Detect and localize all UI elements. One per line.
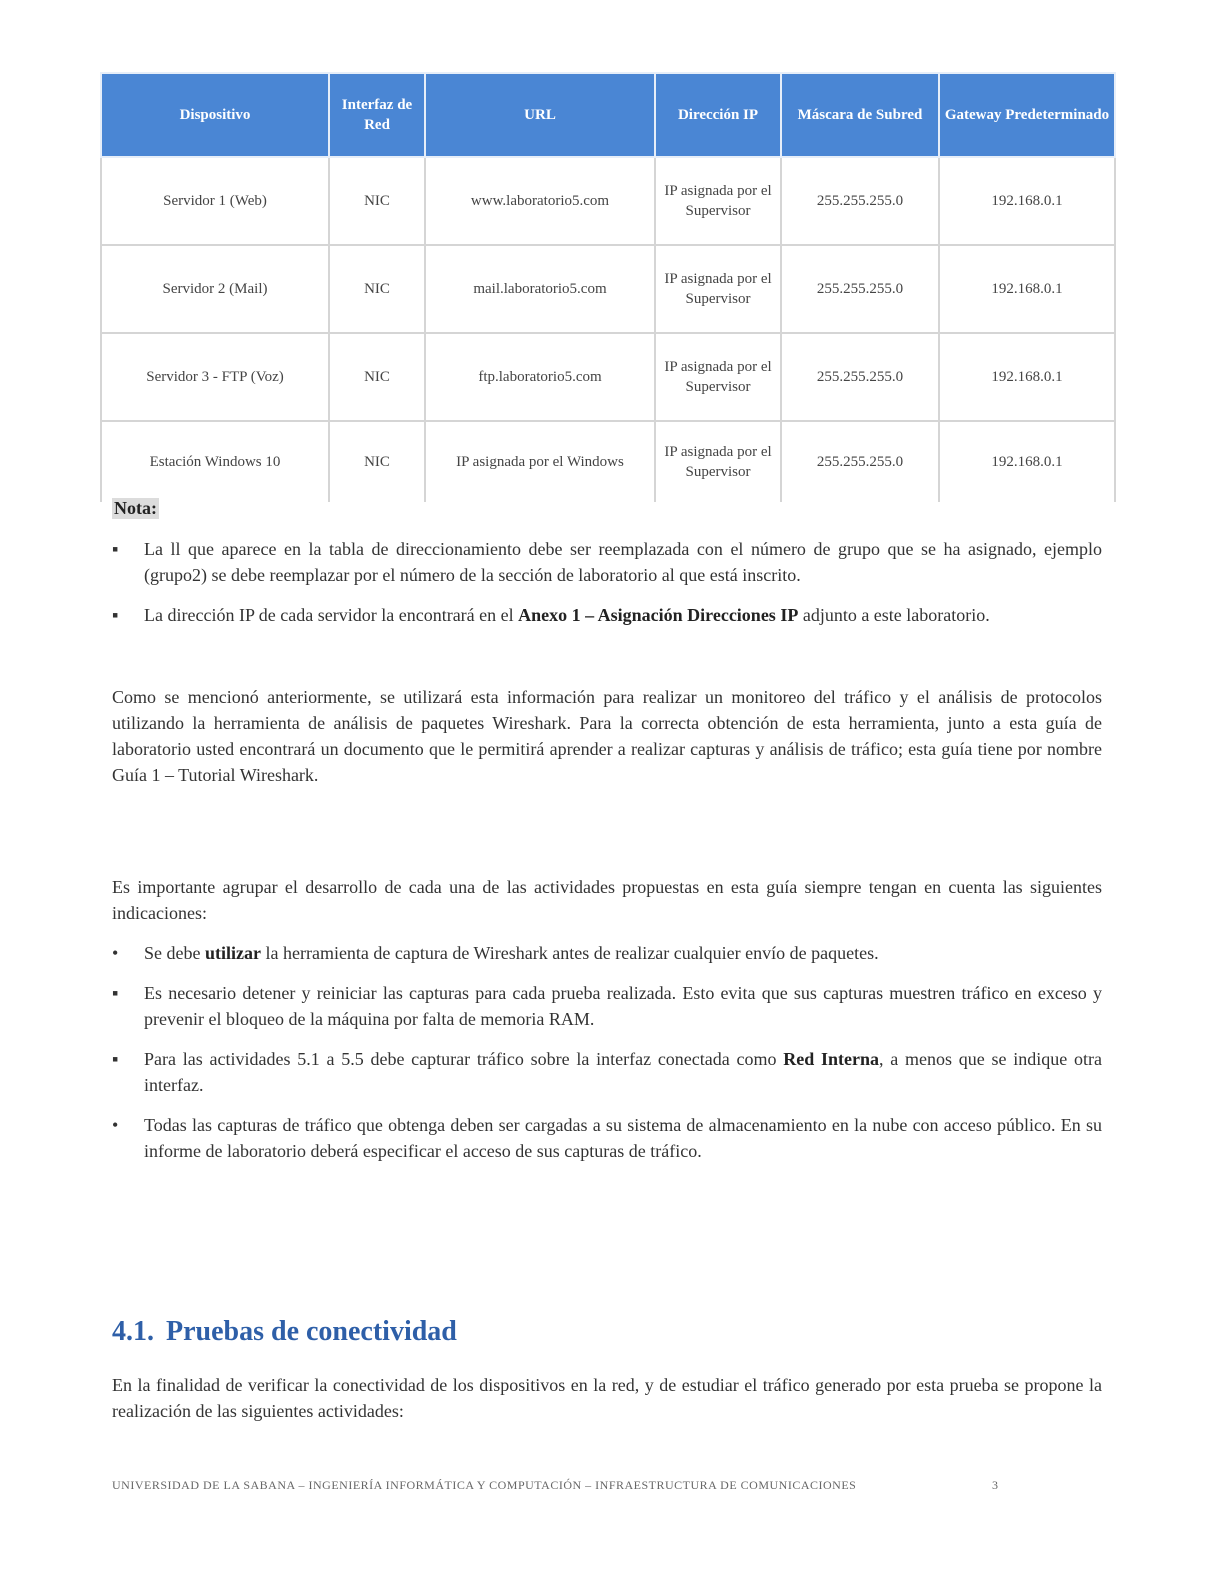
list-item [112, 1112, 1102, 1164]
list-item-text: Se debe [144, 943, 205, 963]
table-cell: IP asignada por el Supervisor [655, 245, 781, 333]
page-footer [112, 1478, 1012, 1493]
table-cell: Estación Windows 10 [101, 421, 329, 502]
table-header-row [101, 73, 1115, 157]
list-item-text: Para las actividades 5.1 a 5.5 debe capturar tráfico sobre la interfaz conectada como [144, 1049, 784, 1069]
bullet-icon: ▪ [112, 1049, 119, 1069]
table-cell: NIC [329, 157, 425, 245]
section-number: 4.1. [112, 1316, 154, 1347]
bullet-icon: ▪ [112, 983, 119, 1003]
table-row [101, 421, 1115, 502]
list-item-text: La dirección IP de cada servidor la encontrará en el [144, 605, 519, 625]
list-item [112, 536, 1102, 588]
paragraph: Es importante agrupar el desarrollo de cada una de las actividades propuestas en esta guía siempre tengan en cuenta las siguientes indicaciones: [112, 877, 1102, 923]
column-header: Dispositivo [101, 73, 329, 157]
table-cell: NIC [329, 245, 425, 333]
table-cell: IP asignada por el Supervisor [655, 333, 781, 421]
note-list [112, 536, 1102, 642]
list-item-text: , a menos que se indique otra interfaz. [144, 1049, 1102, 1095]
column-header: URL [425, 73, 655, 157]
list-item-text: la herramienta de captura de Wireshark antes de realizar cualquier envío de paquetes. [260, 943, 879, 963]
bullet-icon: ▪ [112, 605, 119, 625]
indications-list [112, 940, 1102, 1178]
table-row [101, 245, 1115, 333]
table-cell: 192.168.0.1 [939, 157, 1115, 245]
section-heading [112, 1316, 457, 1348]
emphasis: utilizar [204, 943, 261, 963]
table-cell: 192.168.0.1 [939, 421, 1115, 502]
table-cell: 255.255.255.0 [781, 245, 939, 333]
list-item [112, 940, 1102, 966]
list-item [112, 1046, 1102, 1098]
list-item-text: Es necesario detener y reiniciar las capturas para cada prueba realizada. Esto evita que sus capturas muestren tráfico en exceso y prevenir el bloqueo de la máquina por falta de memoria RAM. [144, 983, 1102, 1029]
list-item-text: Todas las capturas de tráfico que obtenga deben ser cargadas a su sistema de almacenamiento en la nube con acceso público. En su informe de laboratorio deberá especificar el acceso de sus capturas de tráfico. [144, 1115, 1102, 1161]
list-item-text: La ll que aparece en la tabla de direccionamiento debe ser reemplazada con el número de grupo que se ha asignado, ejemplo (grupo2) se debe reemplazar por el número de la sección de laboratorio al que está inscrito. [144, 539, 1102, 585]
column-header: Dirección IP [655, 73, 781, 157]
table-cell: 255.255.255.0 [781, 333, 939, 421]
bullet-icon: • [112, 943, 119, 963]
table-cell: www.laboratorio5.com [425, 157, 655, 245]
column-header: Gateway Predeterminado [939, 73, 1115, 157]
addressing-table [100, 72, 1116, 502]
column-header: Interfaz de Red [329, 73, 425, 157]
table-cell: 255.255.255.0 [781, 157, 939, 245]
table-cell: IP asignada por el Supervisor [655, 157, 781, 245]
table-cell: 192.168.0.1 [939, 245, 1115, 333]
table-cell: 255.255.255.0 [781, 421, 939, 502]
annex-reference: Anexo 1 – Asignación Direcciones IP [518, 605, 799, 625]
table-row [101, 157, 1115, 245]
table-cell: NIC [329, 421, 425, 502]
table-cell: Servidor 2 (Mail) [101, 245, 329, 333]
emphasis: Red Interna [783, 1049, 880, 1069]
table-cell: mail.laboratorio5.com [425, 245, 655, 333]
paragraph: Como se mencionó anteriormente, se utilizará esta información para realizar un monitoreo del tráfico y el análisis de protocolos utilizando la herramienta de análisis de paquetes Wireshark. Para la correcta obtención de esta herramienta, junto a esta guía de laboratorio usted encontrará un documento que le permitirá aprender a realizar capturas y análisis de tráfico; esta guía tiene por nombre Guía 1 – Tutorial Wireshark. [112, 687, 1102, 785]
table-cell: Servidor 3 - FTP (Voz) [101, 333, 329, 421]
section-title: Pruebas de conectividad [166, 1316, 457, 1347]
bullet-icon: ▪ [112, 539, 119, 559]
paragraph: En la finalidad de verificar la conectividad de los dispositivos en la red, y de estudiar el tráfico generado por esta prueba se propone la realización de las siguientes actividades: [112, 1375, 1102, 1421]
footer-text: UNIVERSIDAD DE LA SABANA – INGENIERÍA INFORMÁTICA Y COMPUTACIÓN – INFRAESTRUCTURA DE COMUNICACIONES [112, 1478, 857, 1492]
table-cell: IP asignada por el Supervisor [655, 421, 781, 502]
table-cell: Servidor 1 (Web) [101, 157, 329, 245]
note-label: Nota: [114, 498, 157, 518]
table-cell: 192.168.0.1 [939, 333, 1115, 421]
table-cell: IP asignada por el Windows [425, 421, 655, 502]
list-item-text: adjunto a este laboratorio. [798, 605, 990, 625]
list-item [112, 980, 1102, 1032]
table-row [101, 333, 1115, 421]
table-cell: NIC [329, 333, 425, 421]
page-number: 3 [992, 1478, 999, 1492]
table-cell: ftp.laboratorio5.com [425, 333, 655, 421]
column-header: Máscara de Subred [781, 73, 939, 157]
list-item [112, 602, 1102, 628]
bullet-icon: • [112, 1115, 119, 1135]
